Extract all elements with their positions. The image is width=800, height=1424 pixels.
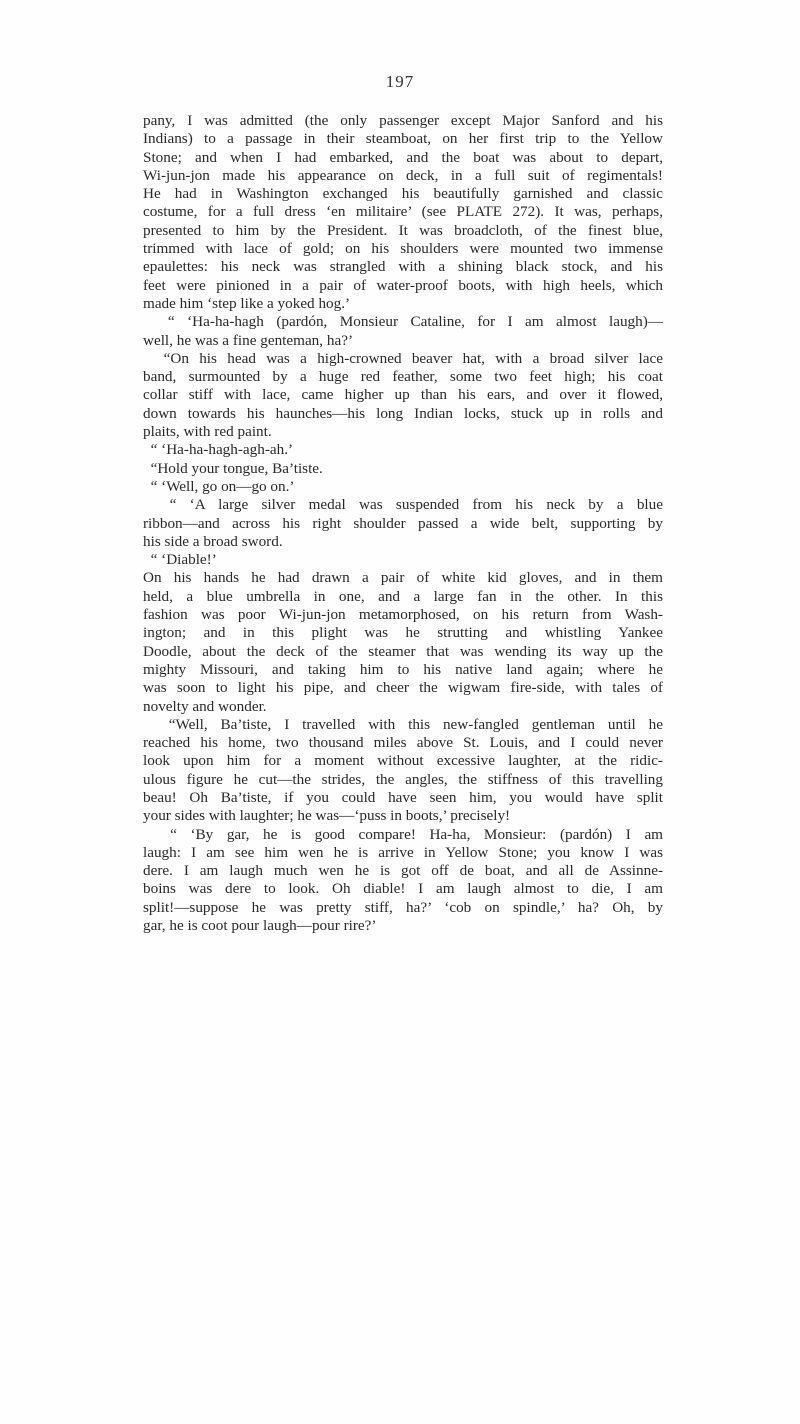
text-line: ington; and in this plight was he strutting and whistling Yankee: [143, 624, 663, 642]
text-line: “ ‘Ha-ha-hagh-agh-ah.’: [143, 441, 294, 459]
text-line: plaits, with red paint.: [143, 423, 272, 441]
text-line: “ ‘Ha-ha-hagh (pardón, Monsieur Cataline, for I am almost laugh)—: [143, 313, 663, 331]
text-line: He had in Washington exchanged his beautifully garnished and classic: [143, 185, 663, 203]
text-line: “ ‘A large silver medal was suspended from his neck by a blue: [143, 496, 663, 514]
page-number: 197: [385, 72, 415, 91]
text-line: his side a broad sword.: [143, 532, 283, 550]
text-line: epaulettes: his neck was strangled with a shining black stock, and his: [143, 258, 663, 276]
text-line: costume, for a full dress ‘en militaire’ (see PLATE 272). It was, perhaps,: [143, 203, 663, 221]
text-line: split!—suppose he was pretty stiff, ha?’ ‘cob on spindle,’ ha? Oh, by: [143, 898, 663, 916]
text-line: collar stiff with lace, came higher up than his ears, and over it flowed,: [143, 386, 663, 404]
text-line: held, a blue umbrella in one, and a large fan in the other. In this: [143, 587, 663, 605]
body-text: [143, 112, 663, 935]
text-line: Doodle, about the deck of the steamer that was wending its way up the: [143, 642, 663, 660]
text-line: well, he was a fine genteman, ha?’: [143, 331, 353, 349]
text-line: Wi-jun-jon made his appearance on deck, in a full suit of regimentals!: [143, 166, 663, 184]
text-line: your sides with laughter; he was—‘puss in boots,’ precisely!: [143, 807, 511, 825]
text-line: On his hands he had drawn a pair of white kid gloves, and in them: [143, 569, 663, 587]
text-line: look upon him for a moment without excessive laughter, at the ridic-: [143, 752, 663, 770]
text-line: “Well, Ba’tiste, I travelled with this new-fangled gentleman until he: [143, 715, 663, 733]
text-line: dere. I am laugh much wen he is got off de boat, and all de Assinne-: [143, 862, 663, 880]
text-line: Indians) to a passage in their steamboat, on her first trip to the Yellow: [143, 130, 663, 148]
text-line: trimmed with lace of gold; on his shoulders were mounted two immense: [143, 240, 663, 258]
text-line: reached his home, two thousand miles above St. Louis, and I could never: [143, 734, 663, 752]
text-line: boins was dere to look. Oh diable! I am laugh almost to die, I am: [143, 880, 663, 898]
text-line: fashion was poor Wi-jun-jon metamorphosed, on his return from Wash-: [143, 606, 663, 624]
text-line: “On his head was a high-crowned beaver hat, with a broad silver lace: [143, 349, 663, 367]
text-line: mighty Missouri, and taking him to his native land again; where he: [143, 660, 663, 678]
text-line: ulous figure he cut—the strides, the angles, the stiffness of this travelling: [143, 770, 663, 788]
text-line: feet were pinioned in a pair of water-proof boots, with high heels, which: [143, 276, 663, 294]
text-line: down towards his haunches—his long Indian locks, stuck up in rolls and: [143, 404, 663, 422]
text-line: was soon to light his pipe, and cheer the wigwam fire-side, with tales of: [143, 679, 663, 697]
text-line: “ ‘Well, go on—go on.’: [143, 477, 295, 495]
text-line: beau! Oh Ba’tiste, if you could have seen him, you would have split: [143, 788, 663, 806]
text-line: band, surmounted by a huge red feather, some two feet high; his coat: [143, 368, 663, 386]
text-line: pany, I was admitted (the only passenger except Major Sanford and his: [143, 112, 663, 129]
text-line: presented to him by the President. It was broadcloth, of the finest blue,: [143, 221, 663, 239]
text-line: Stone; and when I had embarked, and the boat was about to depart,: [143, 148, 663, 166]
text-line: ribbon—and across his right shoulder passed a wide belt, supporting by: [143, 514, 663, 532]
text-line: “ ‘By gar, he is good compare! Ha-ha, Monsieur: (pardón) I am: [143, 825, 663, 843]
text-line: gar, he is coot pour laugh—pour rire?’: [143, 917, 377, 935]
text-line: made him ‘step like a yoked hog.’: [143, 294, 351, 312]
text-line: laugh: I am see him wen he is arrive in Yellow Stone; you know I was: [143, 843, 663, 861]
text-line: “ ‘Diable!’: [143, 551, 217, 569]
text-line: “Hold your tongue, Ba’tiste.: [143, 459, 323, 477]
text-line: novelty and wonder.: [143, 697, 267, 715]
